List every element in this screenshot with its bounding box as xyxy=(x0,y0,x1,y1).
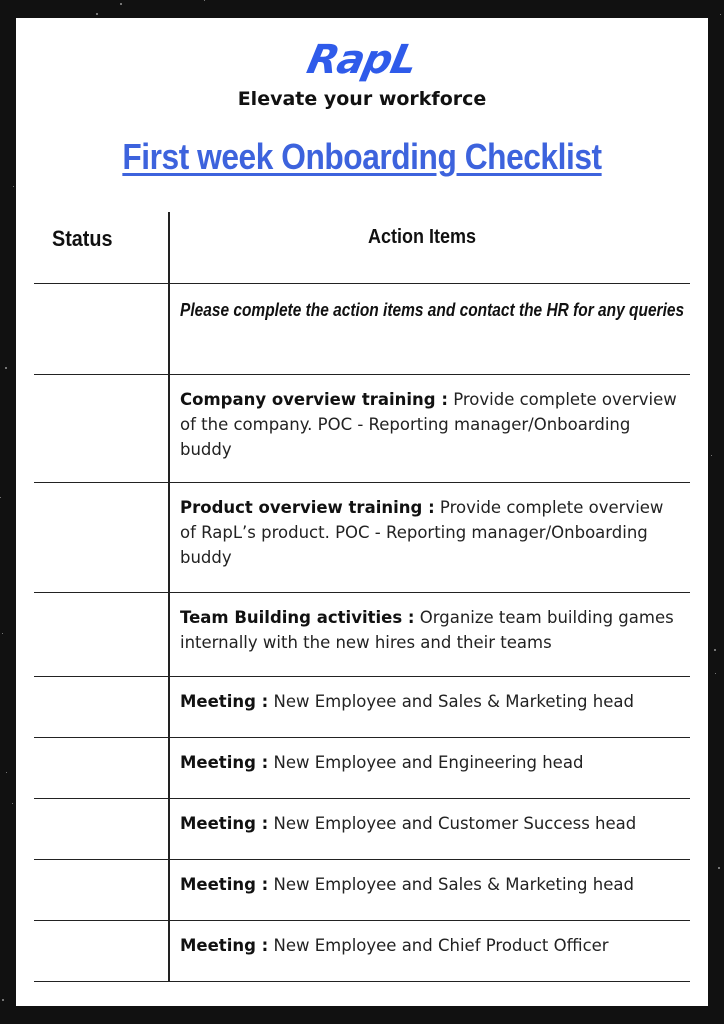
action-item xyxy=(180,689,680,714)
speckle-dot xyxy=(96,13,98,15)
action-item-text: New Employee and Customer Success head xyxy=(273,814,637,833)
instructions-note: Please complete the action items and contact the HR for any queries xyxy=(180,300,685,320)
action-item xyxy=(180,811,680,836)
action-item-label: Team Building activities : xyxy=(180,608,415,627)
action-item-text: New Employee and Sales & Marketing head xyxy=(273,875,634,894)
speckle-dot xyxy=(12,803,13,804)
action-item-label: Company overview training : xyxy=(180,390,448,409)
table-row xyxy=(34,374,690,482)
table-row xyxy=(34,676,690,737)
action-item-label: Meeting : xyxy=(180,875,269,894)
action-item xyxy=(180,872,680,897)
speckle-dot xyxy=(711,455,712,456)
speckle-dot xyxy=(2,633,3,634)
action-item xyxy=(180,605,680,655)
action-item-label: Meeting : xyxy=(180,753,269,772)
table-row xyxy=(34,859,690,920)
logo-wordmark: RapL xyxy=(303,37,421,83)
speckle-dot xyxy=(0,497,1,498)
speckle-dot xyxy=(720,14,721,15)
action-item-text: New Employee and Sales & Marketing head xyxy=(273,692,634,711)
action-item-label: Meeting : xyxy=(180,692,269,711)
status-column-header: Status xyxy=(52,226,113,251)
note-row xyxy=(34,283,690,374)
speckle-dot xyxy=(6,772,7,773)
page-title: First week Onboarding Checklist xyxy=(122,136,602,177)
action-item-text: New Employee and Engineering head xyxy=(273,753,584,772)
table-row xyxy=(34,737,690,798)
action-item-label: Meeting : xyxy=(180,814,269,833)
action-item-text: New Employee and Chief Product Officer xyxy=(273,936,609,955)
speckle-dot xyxy=(13,186,14,187)
table-row xyxy=(34,798,690,859)
action-item xyxy=(180,495,680,570)
action-item-text: Provide complete overview of the company. POC - Reporting manager/Onboarding buddy xyxy=(180,390,677,459)
speckle-dot xyxy=(718,867,720,869)
action-item-label: Product overview training : xyxy=(180,498,435,517)
action-item xyxy=(180,933,680,958)
action-items-column-header: Action Items xyxy=(368,226,477,248)
action-item xyxy=(180,387,680,462)
table-row xyxy=(34,920,690,981)
speckle-dot xyxy=(5,367,7,369)
speckle-dot xyxy=(204,0,205,1)
action-item-text: Provide complete overview of RapL’s product. POC - Reporting manager/Onboarding buddy xyxy=(180,498,664,567)
checklist-sheet xyxy=(16,18,708,1006)
rapl-logo xyxy=(16,37,708,83)
action-item-label: Meeting : xyxy=(180,936,269,955)
action-item xyxy=(180,750,680,775)
table-bottom-border xyxy=(34,981,690,982)
speckle-dot xyxy=(120,3,122,5)
speckle-dot xyxy=(714,649,716,651)
speckle-dot xyxy=(2,999,4,1001)
table-row xyxy=(34,592,690,676)
table-row xyxy=(34,482,690,592)
tagline: Elevate your workforce xyxy=(237,88,487,110)
speckle-dot xyxy=(715,673,716,674)
action-item-text: Organize team building games internally with the new hires and their teams xyxy=(180,608,674,652)
